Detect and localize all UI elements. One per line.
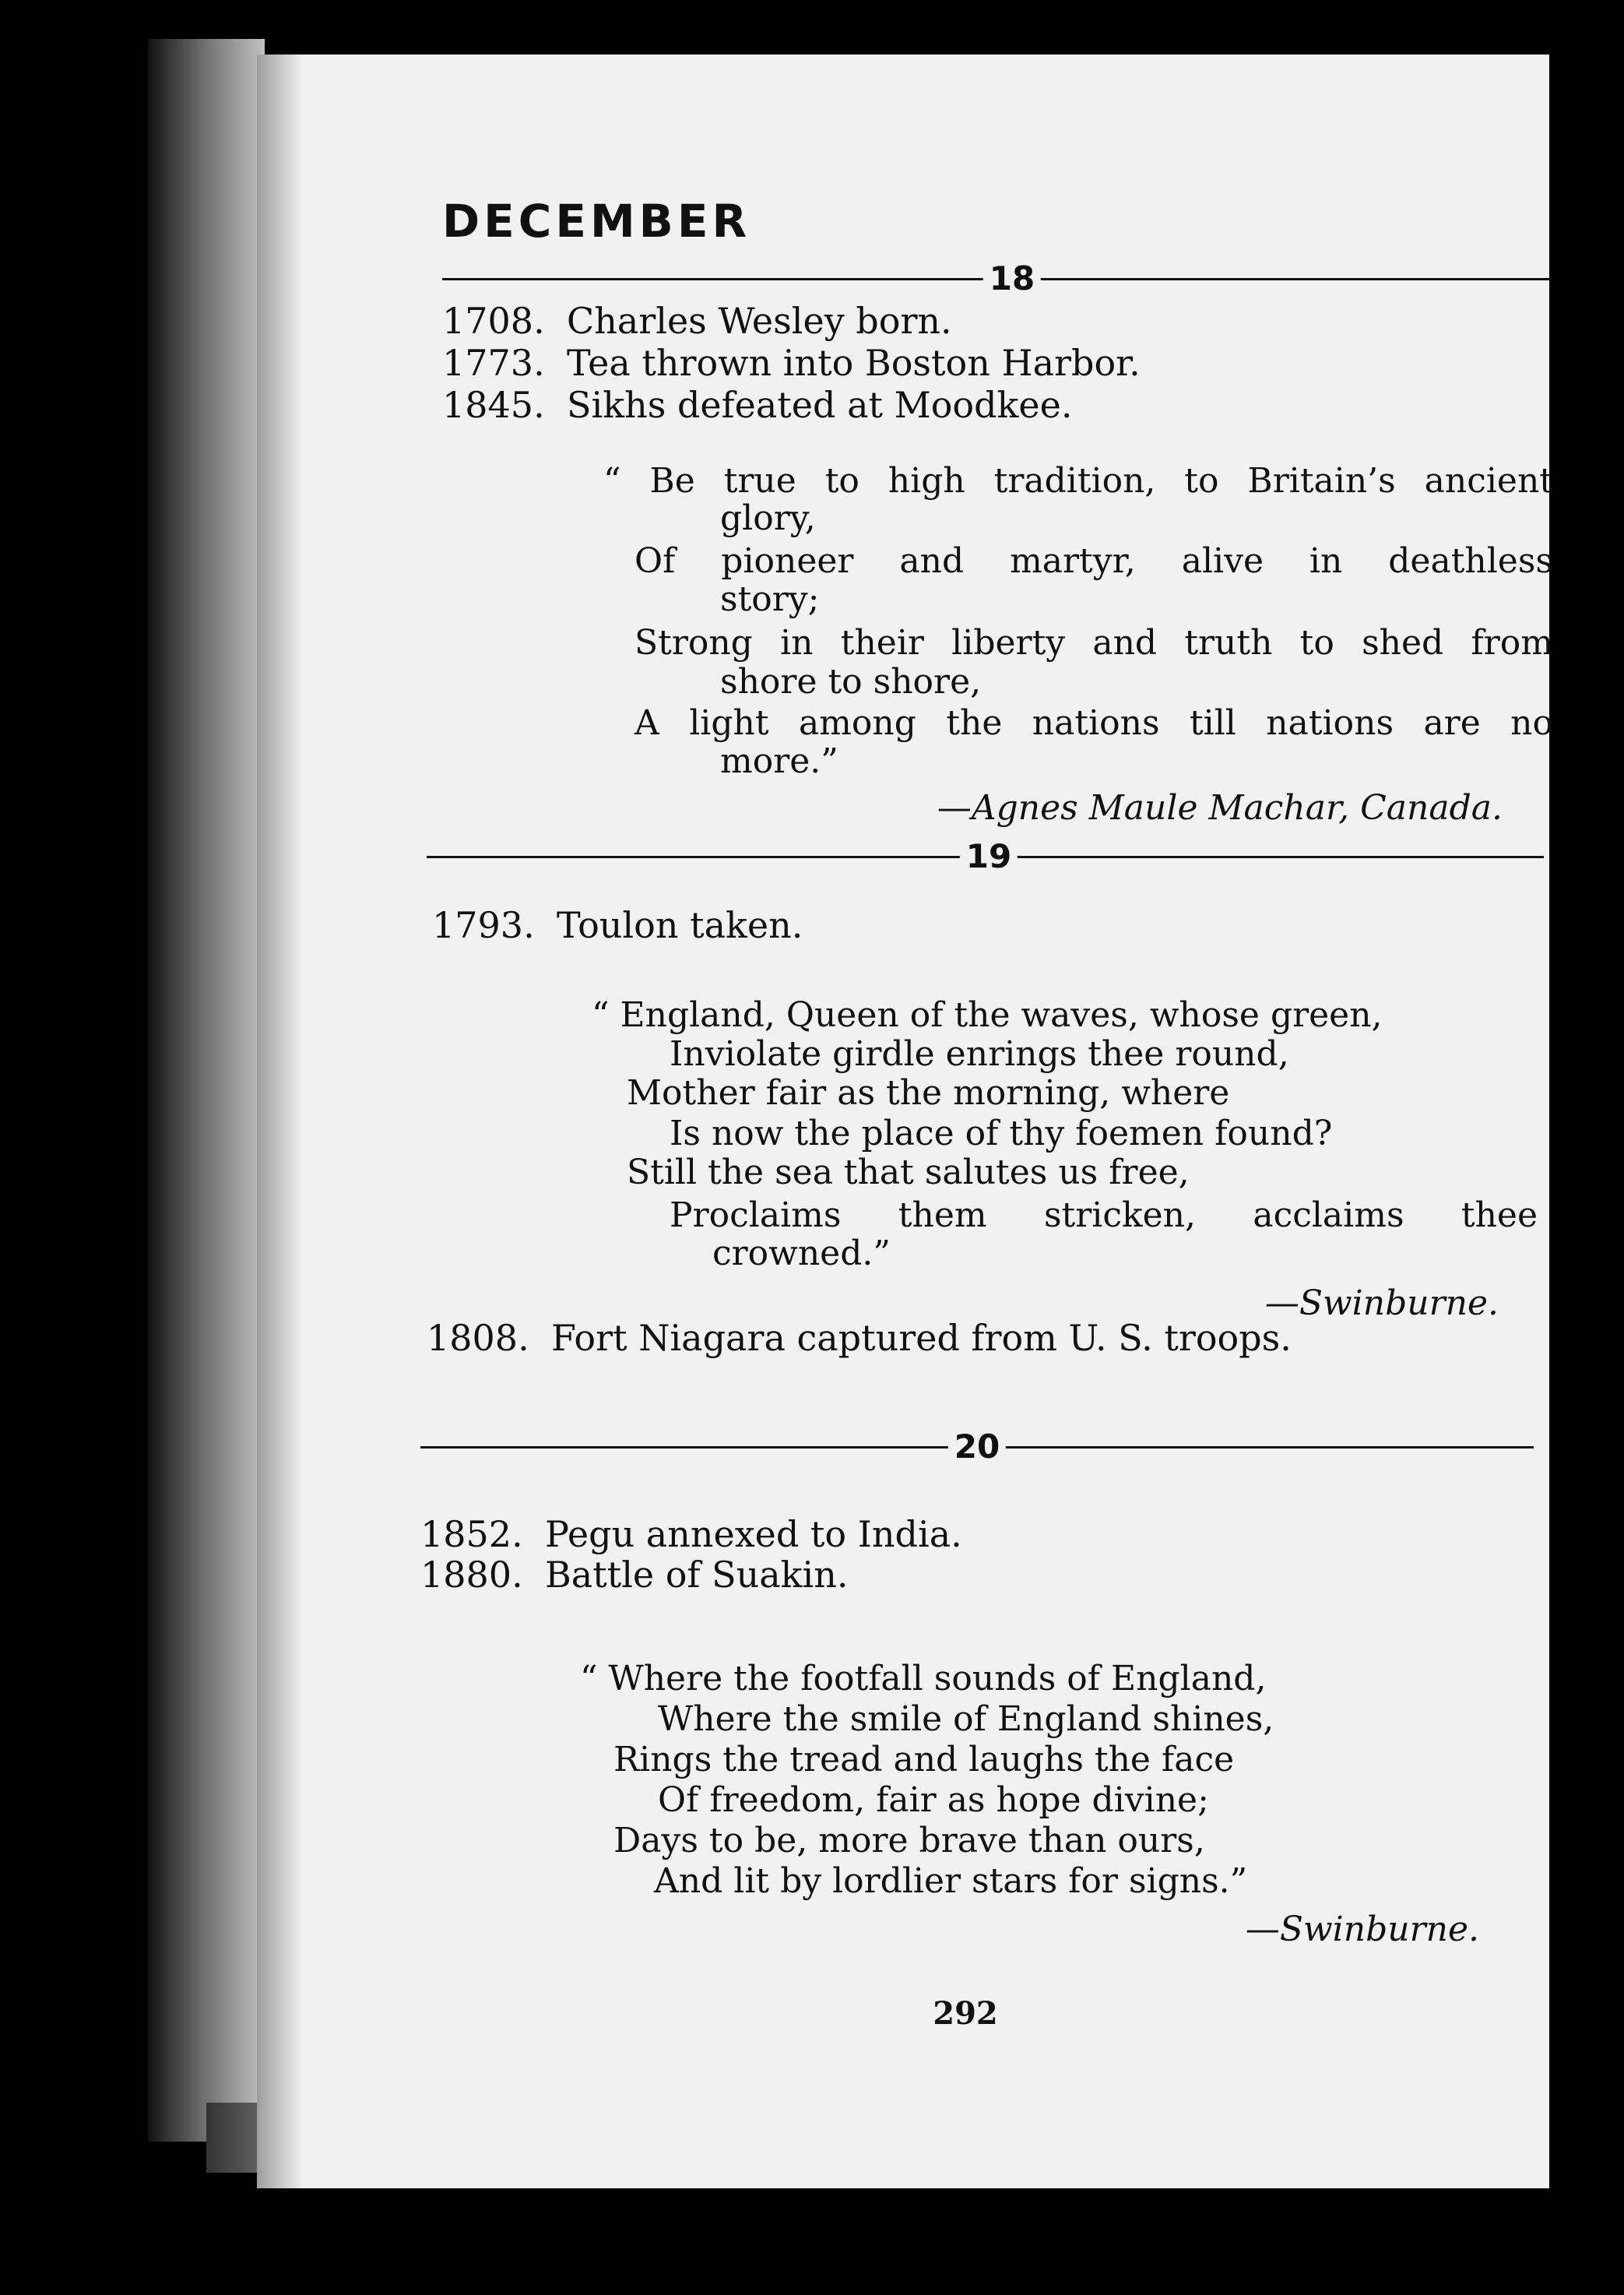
poem-attribution: —Swinburne. [1264,1283,1499,1323]
page-gutter-shadow [257,55,304,2188]
poem-line: Rings the tread and laughs the face [613,1740,1235,1779]
poem-line: And lit by lordlier stars for signs.” [654,1861,1248,1901]
event-line [427,1318,1292,1358]
event-year: 1793. [432,904,535,946]
poem-line: shore to shore, [720,662,982,702]
poem-line: Strong in their liberty and truth to shed from [634,623,1553,663]
day-20-label: 20 [948,1428,1006,1466]
day-18-label: 18 [983,260,1041,297]
event-line [442,301,952,341]
event-text: Tea thrown into Boston Harbor. [567,342,1141,384]
event-year: 1773. [442,342,545,384]
day-19-label: 19 [960,838,1018,875]
event-year: 1845. [442,384,545,426]
poem-line: “ Where the footfall sounds of England, [580,1659,1267,1698]
event-year: 1808. [427,1317,529,1359]
event-text: Toulon taken. [557,904,803,946]
poem-line: Of freedom, fair as hope divine; [658,1780,1209,1820]
event-year: 1852. [420,1513,523,1555]
month-heading: DECEMBER [442,195,751,248]
event-line [442,343,1141,383]
poem-line: Of pioneer and martyr, alive in deathless [634,541,1553,581]
poem-line: crowned.” [712,1234,891,1273]
page-number: 292 [933,1995,998,2032]
event-line [442,385,1072,425]
event-text: Charles Wesley born. [567,300,952,342]
poem-line: more.” [720,741,838,781]
poem-attribution: —Agnes Maule Machar, Canada. [937,788,1503,828]
poem-line: A light among the nations till nations are no [634,703,1553,743]
event-text: Battle of Suakin. [545,1554,849,1596]
event-line [420,1514,962,1554]
poem-line: Inviolate girdle enrings thee round, [670,1034,1289,1074]
poem-line: “ Be true to high tradition, to Britain’s ancient [603,461,1553,501]
poem-line: Still the sea that salutes us free, [627,1153,1190,1192]
poem-line: Proclaims them stricken, acclaims thee [670,1195,1538,1235]
book-spine [148,39,265,2142]
event-year: 1880. [420,1554,523,1596]
poem-line: story; [720,579,820,619]
event-line [432,905,803,945]
poem-line: Days to be, more brave than ours, [613,1821,1205,1860]
event-text: Sikhs defeated at Moodkee. [567,384,1073,426]
event-text: Pegu annexed to India. [545,1513,962,1555]
poem-line: glory, [720,498,816,538]
event-line [420,1554,849,1595]
poem-line: Mother fair as the morning, where [627,1073,1230,1113]
poem-line: “ England, Queen of the waves, whose green, [592,995,1383,1035]
poem-attribution: —Swinburne. [1245,1910,1479,1949]
poem-line: Is now the place of thy foemen found? [670,1114,1333,1153]
event-text: Fort Niagara captured from U. S. troops. [551,1317,1292,1359]
poem-line: Where the smile of England shines, [658,1699,1274,1739]
event-year: 1708. [442,300,545,342]
